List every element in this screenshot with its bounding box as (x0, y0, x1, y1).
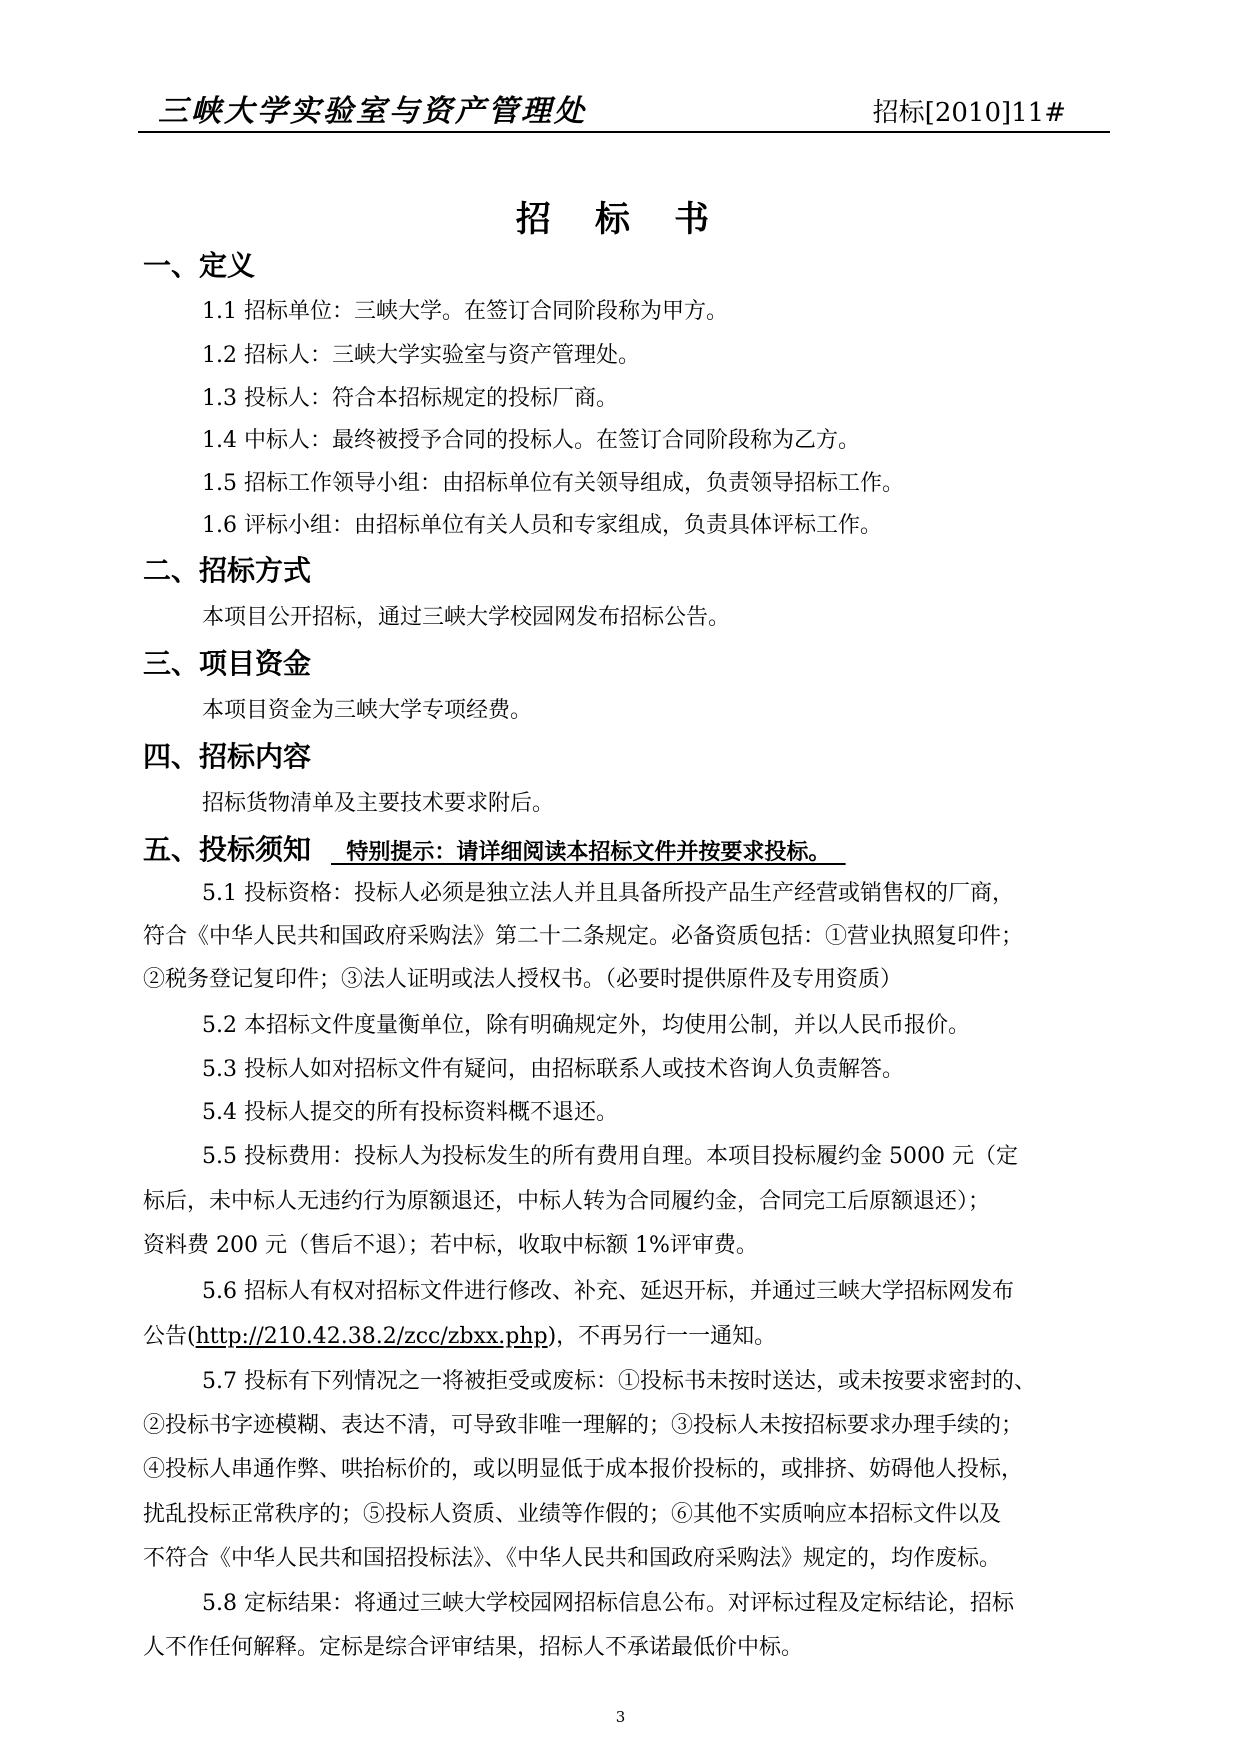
paragraph-line: 5.6 招标人有权对招标文件进行修改、补充、延迟开标，并通过三峡大学招标网发布 (202, 1279, 1014, 1304)
definition-item: 1.6 评标小组：由招标单位有关人员和专家组成，负责具体评标工作。 (202, 513, 882, 538)
header-doc-number: 招标[2010]11# (872, 98, 1066, 128)
section-heading-content: 四、招标内容 (143, 740, 312, 773)
header-rule (138, 131, 1110, 133)
definition-item: 1.4 中标人：最终被授予合同的投标人。在签订合同阶段称为乙方。 (202, 428, 860, 453)
page-number: 3 (615, 1708, 626, 1726)
paragraph-line: 资料费 200 元（售后不退）；若中标，收取中标额 1%评审费。 (143, 1233, 758, 1258)
paragraph-line: 不符合《中华人民共和国招投标法》、《中华人民共和国政府采购法》规定的，均作废标。 (143, 1546, 1002, 1571)
content-text: 招标货物清单及主要技术要求附后。 (202, 791, 555, 816)
paragraph-line: 5.5 投标费用：投标人为投标发生的所有费用自理。本项目投标履约金 5000 元（定 (202, 1144, 1018, 1169)
paragraph-line (143, 1322, 776, 1352)
section-heading-bidder-notice (143, 832, 846, 871)
paragraph-line: 5.4 投标人提交的所有投标资料概不退还。 (202, 1100, 618, 1125)
paragraph-line: 符合《中华人民共和国政府采购法》第二十二条规定。必备资质包括：①营业执照复印件； (143, 924, 1024, 949)
special-notice: 特别提示：请详细阅读本招标文件并按要求投标。 (331, 840, 846, 865)
paragraph-line: 标后，未中标人无违约行为原额退还，中标人转为合同履约金，合同完工后原额退还）； (143, 1189, 991, 1214)
url-prefix: 公告( (143, 1324, 196, 1349)
section-heading-definitions: 一、定义 (143, 249, 256, 282)
bidding-method-text: 本项目公开招标，通过三峡大学校园网发布招标公告。 (202, 605, 731, 630)
definition-item: 1.2 招标人：三峡大学实验室与资产管理处。 (202, 343, 640, 368)
tender-url-link[interactable]: http://210.42.38.2/zcc/zbxx.php (195, 1324, 548, 1349)
paragraph-line: ②税务登记复印件；③法人证明或法人授权书。（必要时提供原件及专用资质） (143, 967, 903, 992)
url-suffix: )，不再另行一一通知。 (547, 1324, 777, 1349)
paragraph-line: 5.2 本招标文件度量衡单位，除有明确规定外，均使用公制，并以人民币报价。 (202, 1013, 970, 1038)
definition-item: 1.3 投标人：符合本招标规定的投标厂商。 (202, 386, 618, 411)
section-heading-label: 五、投标须知 (143, 833, 312, 866)
paragraph-line: 5.3 投标人如对招标文件有疑问，由招标联系人或技术咨询人负责解答。 (202, 1057, 904, 1082)
paragraph-line: ④投标人串通作弊、哄抬标价的，或以明显低于成本报价投标的，或排挤、妨碍他人投标， (143, 1457, 1024, 1482)
paragraph-line: ②投标书字迹模糊、表达不清，可导致非唯一理解的；③投标人未按招标要求办理手续的； (143, 1413, 1024, 1438)
definition-item: 1.5 招标工作领导小组：由招标单位有关领导组成，负责领导招标工作。 (202, 471, 904, 496)
section-heading-funding: 三、项目资金 (143, 647, 312, 680)
paragraph-line: 扰乱投标正常秩序的；⑤投标人资质、业绩等作假的；⑥其他不实质响应本招标文件以及 (143, 1502, 1002, 1527)
header-org: 三峡大学实验室与资产管理处 (158, 94, 587, 129)
document-title: 招 标 书 (515, 200, 726, 240)
definition-item: 1.1 招标单位：三峡大学。在签订合同阶段称为甲方。 (202, 299, 728, 324)
paragraph-line: 5.8 定标结果：将通过三峡大学校园网招标信息公布。对评标过程及定标结论，招标 (202, 1591, 1014, 1616)
paragraph-line: 5.1 投标资格：投标人必须是独立法人并且具备所投产品生产经营或销售权的厂商， (202, 881, 1014, 906)
paragraph-line: 5.7 投标有下列情况之一将被拒受或废标：①投标书未按时送达，或未按要求密封的、 (202, 1369, 1036, 1394)
funding-text: 本项目资金为三峡大学专项经费。 (202, 698, 533, 723)
paragraph-line: 人不作任何解释。定标是综合评审结果，招标人不承诺最低价中标。 (143, 1635, 804, 1660)
section-heading-bidding-method: 二、招标方式 (143, 554, 312, 587)
